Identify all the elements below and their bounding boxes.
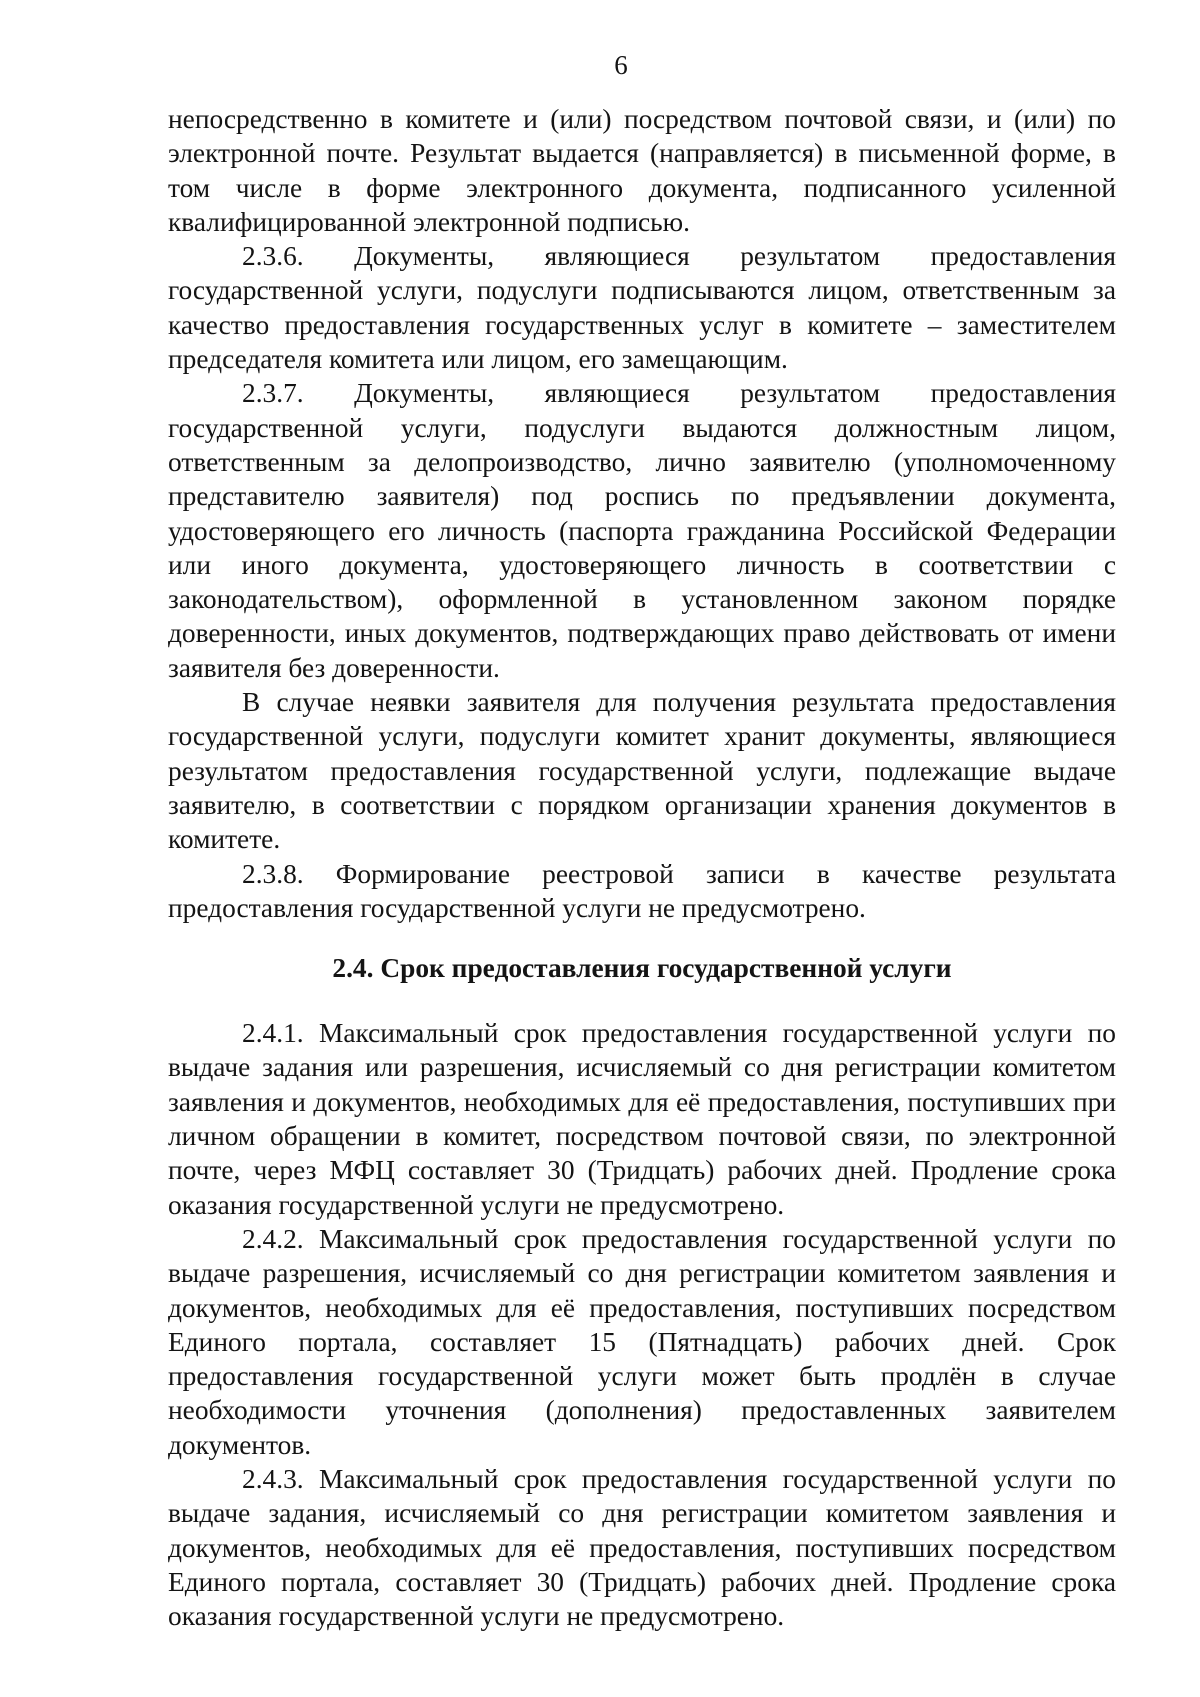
paragraph-2-3-8: 2.3.8. Формирование реестровой записи в качестве результата предоставления государственной услуги не предусмотрено. [168,858,1116,923]
paragraph-non-appearance: В случае неявки заявителя для получения результата предоставления государственной услуги, подуслуги комитет хранит документы, являющиеся результатом предоставления государственной услуги, подлежащие выдаче заявителю, в соответствии с порядком организации хранения документов в комитете. [168,687,1116,855]
paragraph-2-4-3: 2.4.3. Максимальный срок предоставления государственной услуги по выдаче задания, исчисляемый со дня регистрации комитетом заявления и документов, необходимых для её предоставления, поступивших посредством Единого портала, составляет 30 (Тридцать) рабочих дней. Продление срока оказания государственной услуги не предусмотрено. [168,1463,1116,1632]
paragraph-2-4-1: 2.4.1. Максимальный срок предоставления государственной услуги по выдаче задания или разрешения, исчисляемый со дня регистрации комитетом заявления и документов, необходимых для её предоставления, поступивших при личном обращении в комитет, посредством почтовой связи, по электронной почте, через МФЦ составляет 30 (Тридцать) рабочих дней. Продление срока оказания государственной услуги не предусмотрено. [168,1018,1116,1220]
document-body [168,102,1116,1633]
paragraph-2-3-6: 2.3.6. Документы, являющиеся результатом предоставления государственной услуги, подуслуги подписываются лицом, ответственным за качество предоставления государственных услуг в комитете – заместителем председателя комитета или лицом, его замещающим. [168,241,1116,375]
paragraph-2-4-2: 2.4.2. Максимальный срок предоставления государственной услуги по выдаче разрешения, исчисляемый со дня регистрации комитетом заявления и документов, необходимых для её предоставления, поступивших посредством Единого портала, составляет 15 (Пятнадцать) рабочих дней. Срок предоставления государственной услуги может быть продлён в случае необходимости уточнения (дополнения) предоставленных заявителем документов. [168,1223,1116,1460]
section-heading: 2.4. Срок предоставления государственной услуги [332,953,952,984]
paragraph-2-3-7: 2.3.7. Документы, являющиеся результатом предоставления государственной услуги, подуслуги выдаются должностным лицом, ответственным за делопроизводство, лично заявителю (уполномоченному представителю заявителя) под роспись по предъявлении документа, удостоверяющего его личность (паспорта гражданина Российской Федерации или иного документа, удостоверяющего личность в соответствии с законодательством), оформленной в установленном законом порядке доверенности, иных документов, подтверждающих право действовать от имени заявителя без доверенности. [168,378,1116,683]
page-number: 6 [614,50,628,80]
paragraph-continuation: непосредственно в комитете и (или) посредством почтовой связи, и (или) по электронной почте. Результат выдается (направляется) в письменной форме, в том числе в форме электронного документа, подписанного усиленной квалифицированной электронной подписью. [168,104,1116,237]
